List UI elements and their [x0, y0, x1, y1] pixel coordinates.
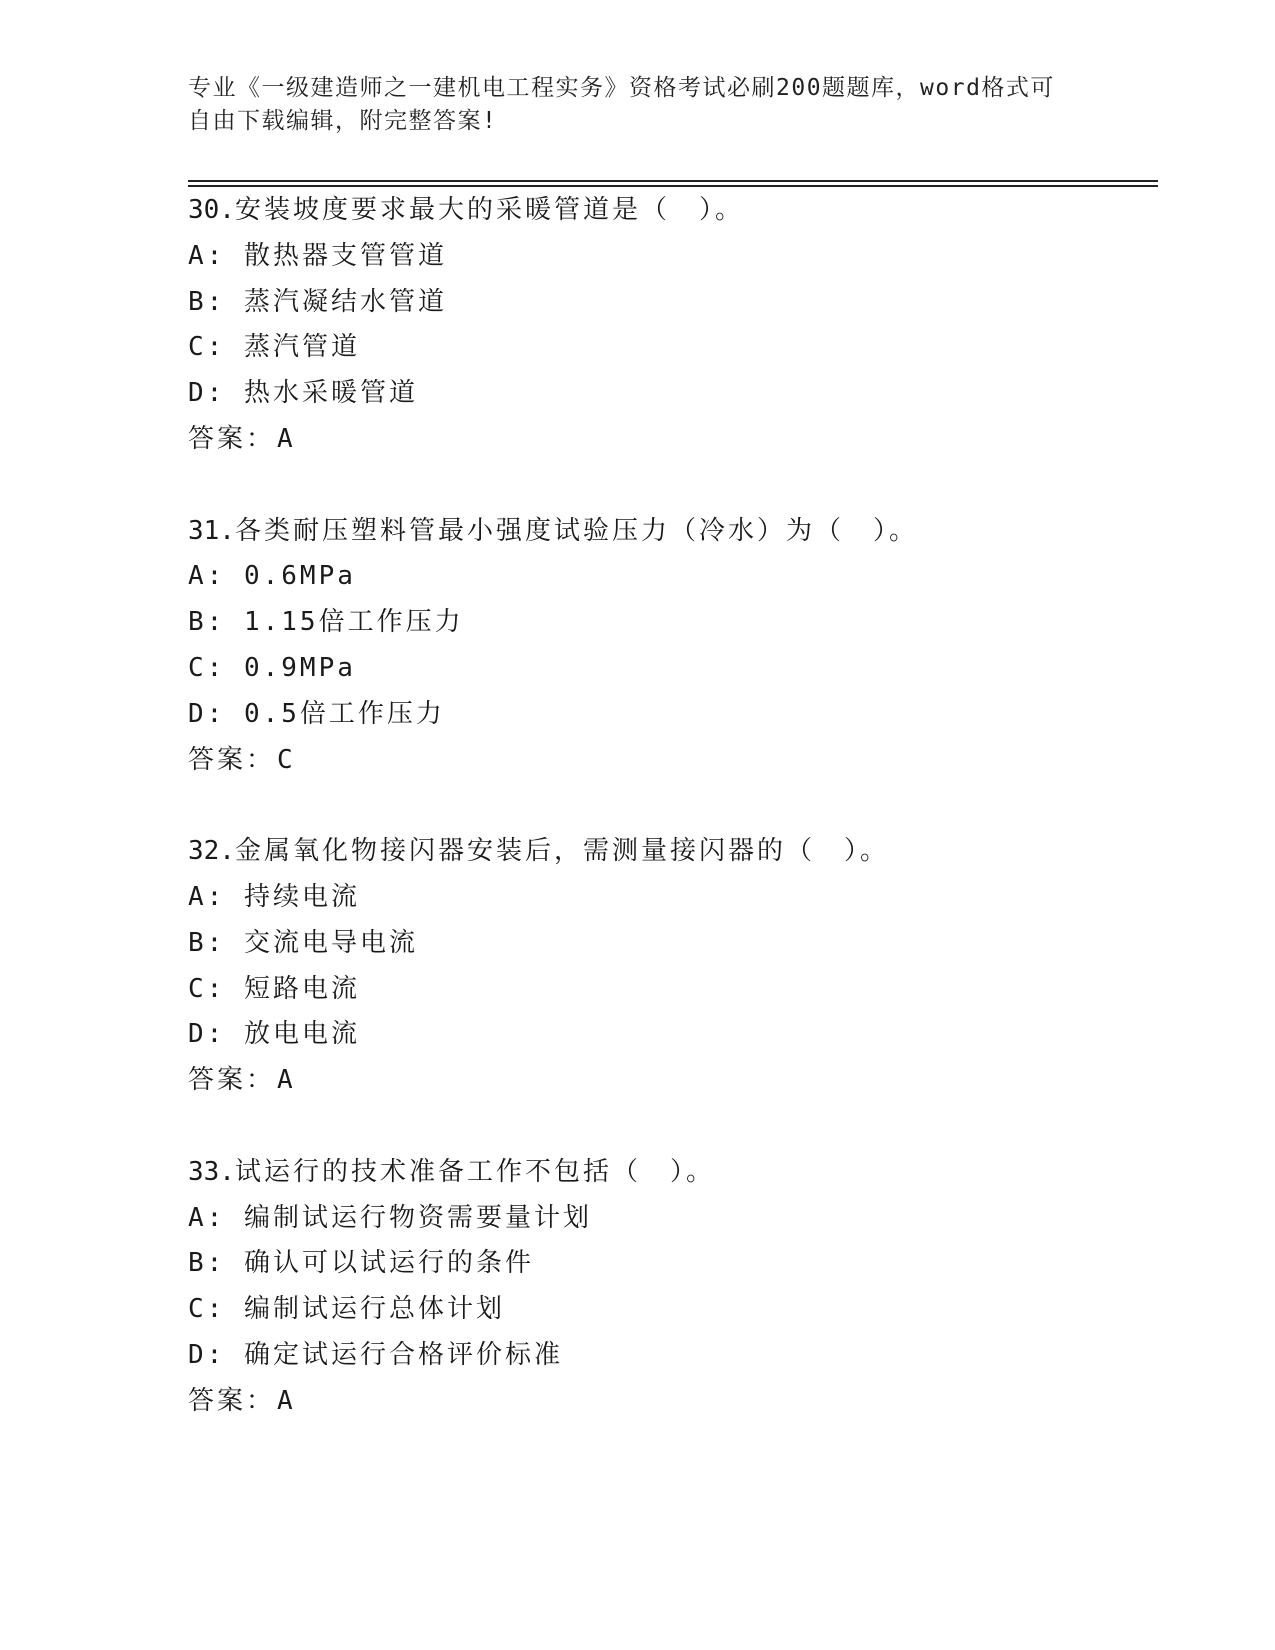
question-31	[188, 509, 1148, 784]
answer-value: A	[277, 1065, 296, 1096]
question-33	[188, 1150, 1148, 1425]
answer-line	[188, 417, 1148, 463]
option-letter: B:	[188, 286, 226, 317]
answer-value: A	[277, 1385, 296, 1416]
option-letter: C:	[188, 973, 226, 1004]
option-letter: D:	[188, 698, 226, 729]
question-stem	[188, 188, 1148, 234]
option-a	[188, 875, 1148, 921]
option-letter: D:	[188, 1019, 226, 1050]
question-text: 金属氧化物接闪器安装后，需测量接闪器的（ ）。	[234, 836, 889, 867]
question-stem	[188, 509, 1148, 555]
option-text: 交流电导电流	[243, 927, 418, 958]
option-text: 0.5倍工作压力	[243, 698, 445, 729]
option-text: 蒸汽凝结水管道	[243, 286, 447, 317]
spacer	[188, 783, 1148, 829]
answer-line	[188, 1058, 1148, 1104]
question-number: 33.	[188, 1156, 235, 1187]
option-letter: D:	[188, 378, 226, 409]
option-text: 持续电流	[243, 881, 360, 912]
option-text: 编制试运行总体计划	[243, 1294, 505, 1325]
option-a	[188, 1196, 1148, 1242]
option-b	[188, 600, 1148, 646]
option-text: 0.6MPa	[243, 561, 356, 592]
question-text: 试运行的技术准备工作不包括（ ）。	[234, 1156, 715, 1187]
option-text: 短路电流	[243, 973, 360, 1004]
question-list	[188, 188, 1148, 1425]
option-c	[188, 646, 1148, 692]
answer-line	[188, 1379, 1148, 1425]
question-stem	[188, 829, 1148, 875]
option-b	[188, 280, 1148, 326]
spacer	[188, 1104, 1148, 1150]
option-a	[188, 554, 1148, 600]
question-32	[188, 829, 1148, 1104]
option-text: 编制试运行物资需要量计划	[243, 1202, 592, 1233]
option-text: 0.9MPa	[243, 652, 356, 683]
option-b	[188, 921, 1148, 967]
answer-label: 答案：	[188, 423, 276, 454]
option-d	[188, 1012, 1148, 1058]
header-line-2: 自由下载编辑，附完整答案!	[188, 108, 498, 134]
question-text: 各类耐压塑料管最小强度试验压力（冷水）为（ ）。	[234, 515, 918, 546]
question-number: 32.	[188, 836, 235, 867]
option-text: 蒸汽管道	[243, 332, 360, 363]
option-d	[188, 692, 1148, 738]
header-divider-bottom	[188, 185, 1158, 187]
option-letter: C:	[188, 1294, 226, 1325]
spacer	[188, 463, 1148, 509]
option-c	[188, 1287, 1148, 1333]
option-a	[188, 234, 1148, 280]
option-c	[188, 967, 1148, 1013]
option-text: 散热器支管管道	[243, 240, 447, 271]
question-number: 31.	[188, 515, 235, 546]
option-letter: A:	[188, 1202, 226, 1233]
option-d	[188, 371, 1148, 417]
header-divider-top	[188, 180, 1158, 182]
document-header	[188, 72, 1088, 138]
option-text: 确认可以试运行的条件	[243, 1248, 534, 1279]
answer-label: 答案：	[188, 1065, 276, 1096]
question-30	[188, 188, 1148, 463]
option-c	[188, 325, 1148, 371]
option-text: 放电电流	[243, 1019, 360, 1050]
option-letter: B:	[188, 1248, 226, 1279]
option-text: 1.15倍工作压力	[243, 607, 464, 638]
answer-label: 答案：	[188, 1385, 276, 1416]
answer-line	[188, 738, 1148, 784]
option-letter: C:	[188, 332, 226, 363]
option-d	[188, 1333, 1148, 1379]
question-number: 30.	[188, 195, 235, 225]
option-letter: C:	[188, 652, 226, 683]
question-stem	[188, 1150, 1148, 1196]
answer-value: A	[277, 423, 296, 454]
question-text: 安装坡度要求最大的采暖管道是（ ）。	[234, 195, 744, 225]
option-letter: B:	[188, 607, 226, 638]
option-letter: B:	[188, 927, 226, 958]
option-text: 热水采暖管道	[243, 378, 418, 409]
option-letter: A:	[188, 561, 226, 592]
header-line-1: 专业《一级建造师之一建机电工程实务》资格考试必刷200题题库，word格式可	[188, 75, 1055, 101]
answer-value: C	[277, 744, 296, 775]
option-letter: D:	[188, 1339, 226, 1370]
answer-label: 答案：	[188, 744, 276, 775]
option-letter: A:	[188, 240, 226, 271]
option-b	[188, 1241, 1148, 1287]
option-letter: A:	[188, 881, 226, 912]
option-text: 确定试运行合格评价标准	[243, 1339, 563, 1370]
